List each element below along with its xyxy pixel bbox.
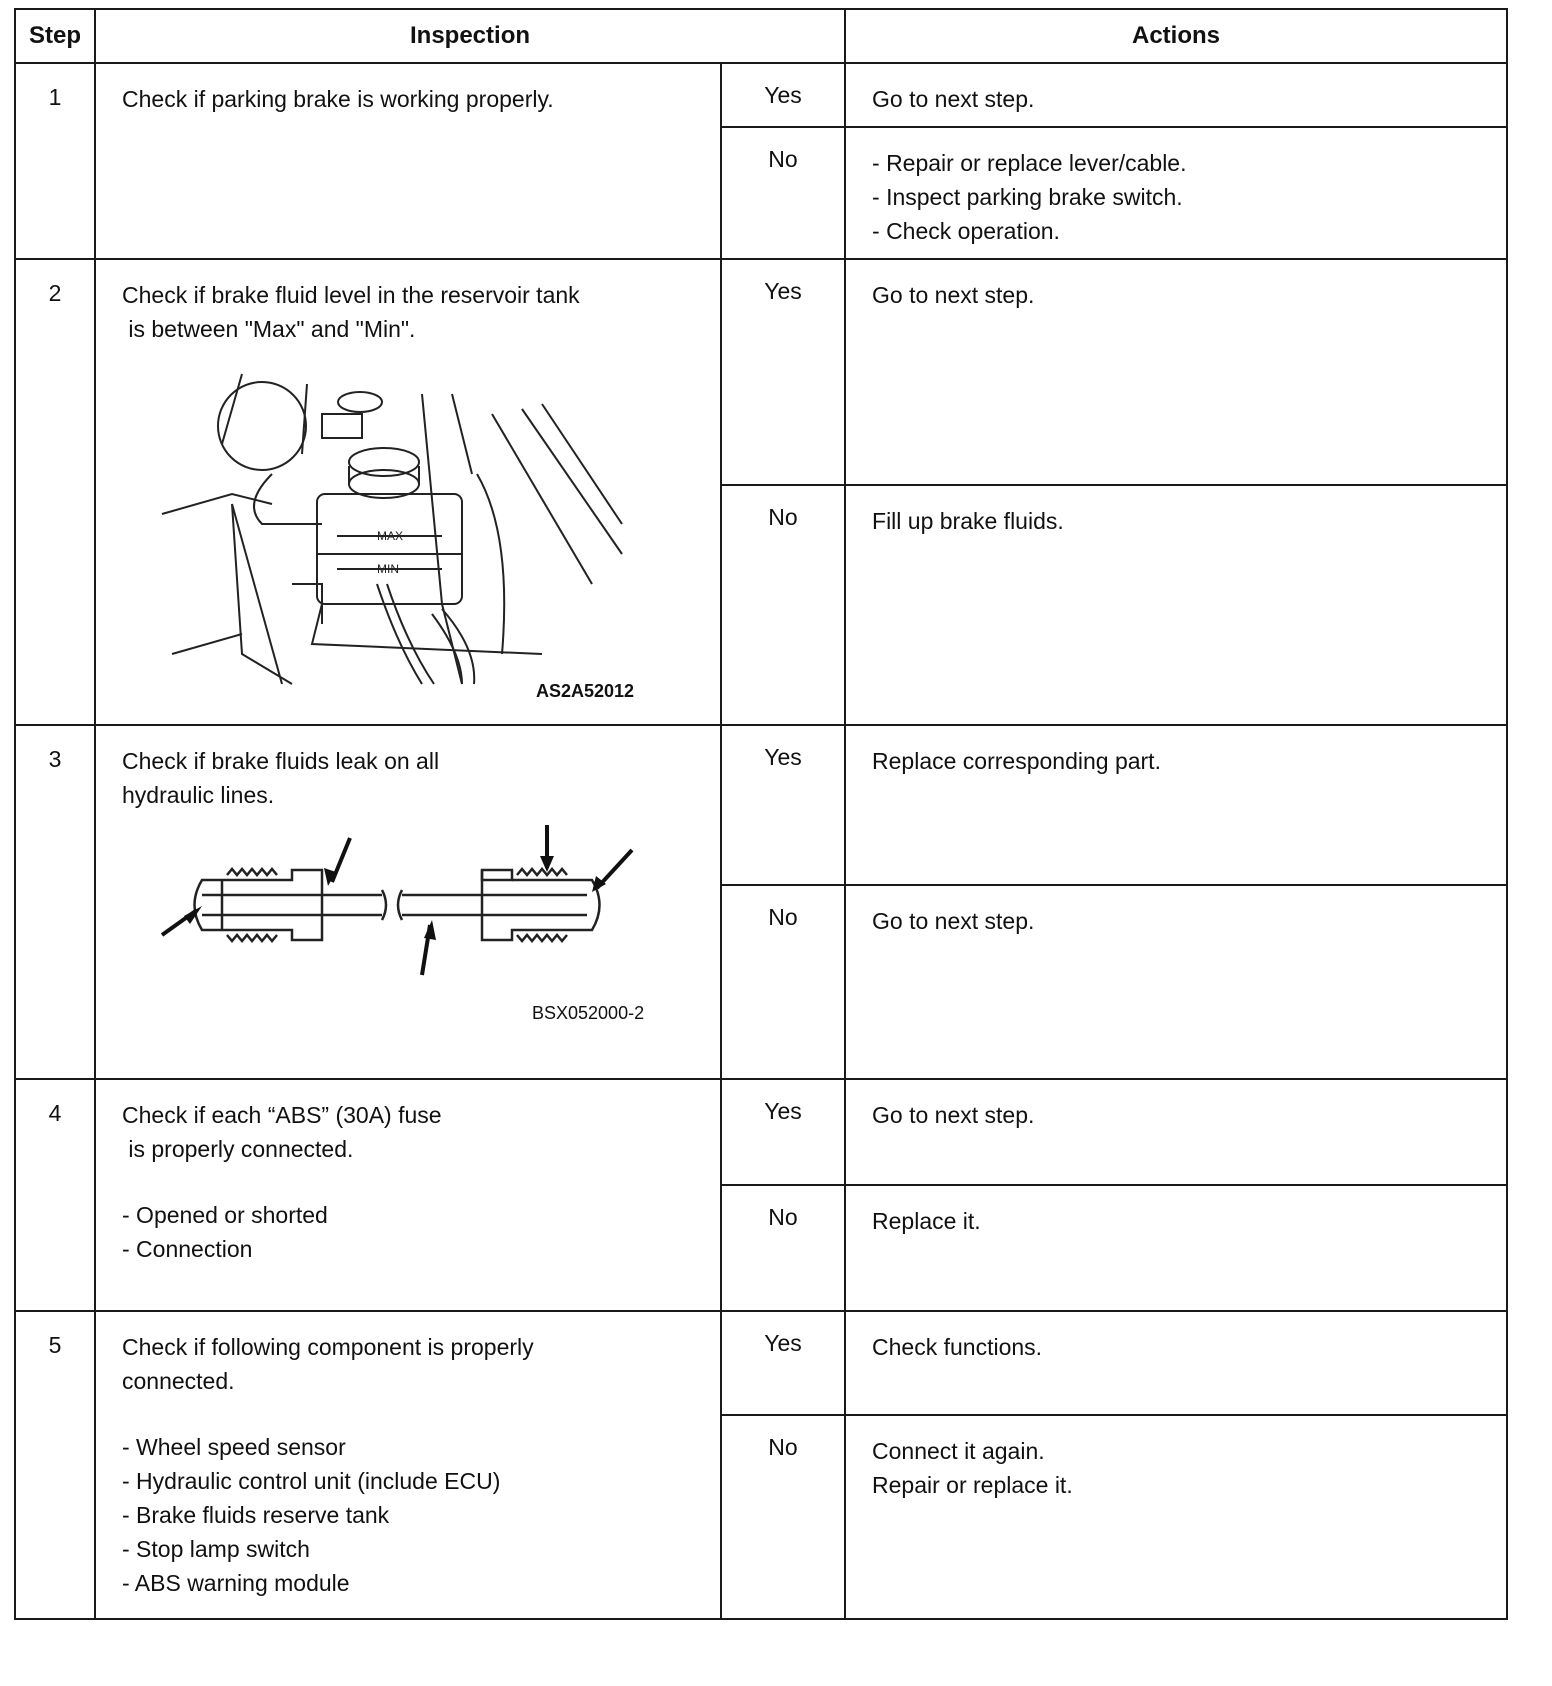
action-text: Check functions.	[872, 1334, 1043, 1360]
inspection-cell	[95, 1079, 721, 1311]
no-label: No	[721, 1185, 845, 1311]
yes-action	[845, 725, 1507, 885]
inspection-cell	[95, 1311, 721, 1619]
inspection-text: Check if brake fluids leak on all	[122, 748, 440, 774]
action-text: Go to next step.	[872, 908, 1035, 934]
yes-label: Yes	[721, 63, 845, 127]
inspection-text: is between "Max" and "Min".	[122, 316, 416, 342]
no-label: No	[721, 127, 845, 259]
action-text: - Repair or replace lever/cable.	[872, 150, 1187, 176]
step-number: 4	[15, 1079, 95, 1311]
action-text: Go to next step.	[872, 1102, 1035, 1128]
inspection-item: - ABS warning module	[122, 1570, 350, 1596]
no-action	[845, 885, 1507, 1079]
no-action	[845, 127, 1507, 259]
yes-action	[845, 63, 1507, 127]
inspection-item: - Stop lamp switch	[122, 1536, 310, 1562]
table-row	[15, 725, 1507, 885]
figure-min-label: MIN	[377, 562, 399, 576]
inspection-item: - Wheel speed sensor	[122, 1434, 346, 1460]
inspection-text: Check if following component is properly	[122, 1334, 534, 1360]
action-text: Replace corresponding part.	[872, 748, 1161, 774]
no-action	[845, 1185, 1507, 1311]
step-number: 2	[15, 259, 95, 725]
action-text: Replace it.	[872, 1208, 981, 1234]
inspection-text: Check if brake fluid level in the reservoir tank	[122, 282, 580, 308]
action-text: Go to next step.	[872, 282, 1035, 308]
inspection-item: - Hydraulic control unit (include ECU)	[122, 1468, 501, 1494]
figure-code: BSX052000-2	[532, 1003, 645, 1023]
inspection-cell	[95, 259, 721, 725]
no-action	[845, 1415, 1507, 1619]
yes-action	[845, 1311, 1507, 1415]
action-text: Repair or replace it.	[872, 1472, 1073, 1498]
header-step: Step	[15, 9, 95, 63]
step-number: 3	[15, 725, 95, 1079]
table-row	[15, 1079, 1507, 1185]
action-text: - Check operation.	[872, 218, 1060, 244]
inspection-cell	[95, 63, 721, 259]
yes-label: Yes	[721, 725, 845, 885]
hydraulic-line-illustration	[122, 820, 682, 990]
no-action	[845, 485, 1507, 725]
inspection-item: - Opened or shorted	[122, 1202, 328, 1228]
inspection-text: connected.	[122, 1368, 235, 1394]
inspection-text: Check if each “ABS” (30A) fuse	[122, 1102, 442, 1128]
no-label: No	[721, 485, 845, 725]
table-row	[15, 259, 1507, 485]
header-inspection: Inspection	[95, 9, 845, 63]
table-header	[15, 9, 1507, 63]
table-row	[15, 1311, 1507, 1415]
inspection-text: is properly connected.	[122, 1136, 354, 1162]
diagnostic-table	[14, 8, 1508, 1620]
figure-code: AS2A52012	[536, 681, 635, 701]
inspection-text: hydraulic lines.	[122, 782, 275, 808]
action-text: Connect it again.	[872, 1438, 1045, 1464]
inspection-text: Check if parking brake is working properly.	[122, 86, 554, 112]
reservoir-figure	[122, 354, 682, 701]
yes-action	[845, 259, 1507, 485]
figure-max-label: MAX	[377, 529, 404, 543]
hydraulic-line-figure	[122, 820, 682, 1023]
table-row	[15, 63, 1507, 127]
step-number: 5	[15, 1311, 95, 1619]
no-label: No	[721, 1415, 845, 1619]
reservoir-illustration	[122, 354, 682, 694]
action-text: Fill up brake fluids.	[872, 508, 1064, 534]
inspection-item: - Connection	[122, 1236, 253, 1262]
action-text: Go to next step.	[872, 86, 1035, 112]
yes-label: Yes	[721, 1079, 845, 1185]
step-number: 1	[15, 63, 95, 259]
inspection-cell	[95, 725, 721, 1079]
header-actions: Actions	[845, 9, 1507, 63]
inspection-item: - Brake fluids reserve tank	[122, 1502, 390, 1528]
no-label: No	[721, 885, 845, 1079]
yes-label: Yes	[721, 1311, 845, 1415]
yes-label: Yes	[721, 259, 845, 485]
yes-action	[845, 1079, 1507, 1185]
action-text: - Inspect parking brake switch.	[872, 184, 1183, 210]
